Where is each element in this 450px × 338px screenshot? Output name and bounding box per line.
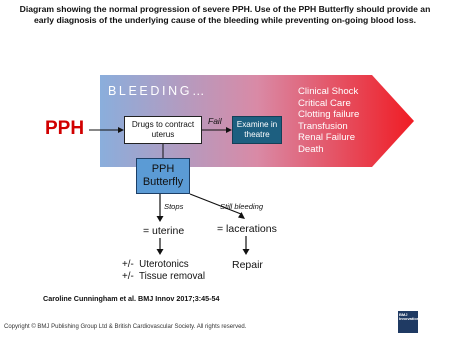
butterfly-box: PPH Butterfly [136, 158, 190, 194]
consequence-item: Transfusion [298, 120, 348, 132]
drugs-box: Drugs to contract uterus [124, 116, 202, 144]
consequence-item: Clotting failure [298, 109, 360, 120]
uterine-label: = uterine [143, 225, 185, 237]
consequence-list [298, 86, 359, 155]
repair-label: Repair [232, 259, 263, 271]
figure-caption: Diagram showing the normal progression of severe PPH. Use of the PPH Butterfly should provide an early diagnosis of the underlying cause of the bleeding while preventing on-going blood loss. [19, 4, 431, 25]
treatment-item: +/- Uterotonics [122, 259, 189, 270]
consequence-item: Death [298, 143, 324, 155]
consequence-item: Renal Failure [298, 132, 356, 143]
consequence-item: Critical Care [298, 97, 351, 109]
fail-label: Fail [208, 116, 222, 126]
treatment-item: +/- Tissue removal [122, 271, 206, 282]
uterine-treatment-list [122, 259, 205, 283]
still-bleeding-label: Still bleeding [220, 202, 264, 211]
stops-label: Stops [164, 202, 184, 211]
copyright-notice: Copyright © BMJ Publishing Group Ltd & British Cardiovascular Society. All rights reserved. [4, 324, 247, 330]
consequence-item: Clinical Shock [298, 86, 359, 97]
examine-box: Examine in theatre [232, 116, 282, 144]
bmj-innovations-logo: BMJ Innovations [398, 311, 418, 333]
bleeding-label: BLEEDING… [108, 84, 208, 98]
pph-label: PPH [45, 118, 85, 139]
citation: Caroline Cunningham et al. BMJ Innov 2017;3:45-54 [43, 294, 220, 303]
lacerations-label: = lacerations [217, 223, 277, 235]
